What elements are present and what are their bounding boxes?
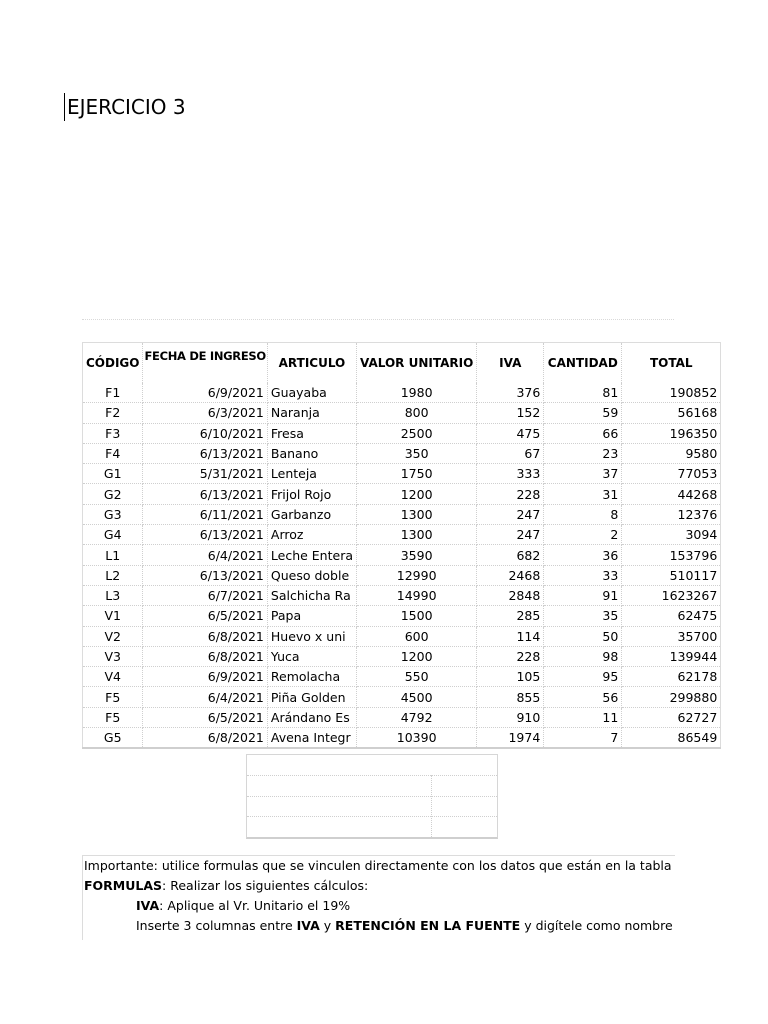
table-row [83,383,721,403]
cell-codigo[interactable]: G4 [83,525,143,545]
cell-articulo[interactable]: Piña Golden [267,687,356,707]
cell-valor-unitario[interactable]: 14990 [357,585,477,605]
cell-valor-unitario[interactable]: 3590 [357,545,477,565]
document-title: EJERCICIO 3 [64,93,186,121]
table-row [83,464,721,484]
cell-iva[interactable]: 2468 [477,565,544,585]
cell-valor-unitario[interactable]: 1200 [357,646,477,666]
cell-total[interactable]: 510117 [622,565,721,585]
table-row [83,667,721,687]
table-row [83,646,721,666]
cell-iva[interactable]: 114 [477,626,544,646]
cell-iva[interactable]: 152 [477,403,544,423]
cell-iva[interactable]: 247 [477,504,544,524]
note-formulas [83,876,675,896]
note-formulas-label: FORMULAS [84,878,163,893]
summary-column-line [431,775,432,837]
cell-fecha[interactable]: 6/8/2021 [143,646,267,666]
cell-cantidad[interactable]: 59 [544,403,622,423]
cell-total[interactable]: 86549 [622,728,721,749]
cell-fecha[interactable]: 6/13/2021 [143,565,267,585]
cell-articulo[interactable]: Huevo x uni [267,626,356,646]
cell-cantidad[interactable]: 31 [544,484,622,504]
cell-iva[interactable]: 285 [477,606,544,626]
products-table [82,342,721,749]
cell-codigo[interactable]: F2 [83,403,143,423]
cell-cantidad[interactable]: 7 [544,728,622,749]
cell-iva[interactable]: 910 [477,707,544,727]
cell-valor-unitario[interactable]: 600 [357,626,477,646]
cell-fecha[interactable]: 6/4/2021 [143,545,267,565]
note-formulas-text: : Realizar los siguientes cálculos: [162,878,369,893]
cell-articulo[interactable]: Arroz [267,525,356,545]
cell-fecha[interactable]: 6/11/2021 [143,504,267,524]
summary-row-line [247,796,497,797]
cell-cantidad[interactable]: 23 [544,443,622,463]
header-codigo[interactable]: CÓDIGO [83,343,143,384]
cell-total[interactable]: 62727 [622,707,721,727]
table-row [83,687,721,707]
cell-iva[interactable]: 1974 [477,728,544,749]
cell-codigo[interactable]: G1 [83,464,143,484]
cell-total[interactable]: 190852 [622,383,721,403]
cell-valor-unitario[interactable]: 10390 [357,728,477,749]
cell-articulo[interactable]: Salchicha Ra [267,585,356,605]
cell-fecha[interactable]: 6/9/2021 [143,383,267,403]
note-insert-text-a: Inserte 3 columnas entre [136,918,297,933]
cell-articulo[interactable]: Lenteja [267,464,356,484]
cell-articulo[interactable]: Yuca [267,646,356,666]
cell-iva[interactable]: 247 [477,525,544,545]
cell-valor-unitario[interactable]: 550 [357,667,477,687]
empty-summary-table [246,754,498,839]
cell-iva[interactable]: 2848 [477,585,544,605]
cell-valor-unitario[interactable]: 4500 [357,687,477,707]
cell-cantidad[interactable]: 56 [544,687,622,707]
cell-total[interactable]: 9580 [622,443,721,463]
cell-cantidad[interactable]: 66 [544,423,622,443]
cell-fecha[interactable]: 6/13/2021 [143,484,267,504]
cell-articulo[interactable]: Arándano Es [267,707,356,727]
cell-cantidad[interactable]: 91 [544,585,622,605]
note-iva [83,896,675,916]
cell-valor-unitario[interactable]: 1300 [357,504,477,524]
cell-articulo[interactable]: Remolacha [267,667,356,687]
cell-fecha[interactable]: 6/8/2021 [143,626,267,646]
table-row [83,484,721,504]
cell-cantidad[interactable]: 98 [544,646,622,666]
header-cantidad[interactable]: CANTIDAD [544,343,622,384]
cell-total[interactable]: 62178 [622,667,721,687]
cell-fecha[interactable]: 6/9/2021 [143,667,267,687]
cell-codigo[interactable]: L2 [83,565,143,585]
cell-valor-unitario[interactable]: 1300 [357,525,477,545]
note-insert-text-e: y digítele como nombre [520,918,673,933]
cell-total[interactable]: 299880 [622,687,721,707]
cell-valor-unitario[interactable]: 2500 [357,423,477,443]
cell-iva[interactable]: 228 [477,484,544,504]
cell-codigo[interactable]: F5 [83,687,143,707]
cell-valor-unitario[interactable]: 350 [357,443,477,463]
cell-cantidad[interactable]: 11 [544,707,622,727]
cell-total[interactable]: 1623267 [622,585,721,605]
cell-iva[interactable]: 682 [477,545,544,565]
table-row [83,504,721,524]
table-row [83,585,721,605]
cell-iva[interactable]: 105 [477,667,544,687]
note-insert-columns [83,916,675,936]
cell-cantidad[interactable]: 37 [544,464,622,484]
cell-codigo[interactable]: F4 [83,443,143,463]
cell-valor-unitario[interactable]: 1500 [357,606,477,626]
header-total[interactable]: TOTAL [622,343,721,384]
cell-fecha[interactable]: 6/7/2021 [143,585,267,605]
cell-iva[interactable]: 228 [477,646,544,666]
note-insert-retencion: RETENCIÓN EN LA FUENTE [335,918,521,933]
cell-valor-unitario[interactable]: 1750 [357,464,477,484]
cell-cantidad[interactable]: 2 [544,525,622,545]
cell-total[interactable]: 196350 [622,423,721,443]
cell-articulo[interactable]: Naranja [267,403,356,423]
cell-articulo[interactable]: Banano [267,443,356,463]
cell-total[interactable]: 12376 [622,504,721,524]
cell-iva[interactable]: 475 [477,423,544,443]
cell-fecha[interactable]: 6/5/2021 [143,707,267,727]
cell-fecha[interactable]: 6/10/2021 [143,423,267,443]
cell-articulo[interactable]: Leche Entera [267,545,356,565]
cell-total[interactable]: 44268 [622,484,721,504]
cell-total[interactable]: 62475 [622,606,721,626]
cell-codigo[interactable]: F5 [83,707,143,727]
table-row [83,525,721,545]
table-row [83,728,721,749]
cell-codigo[interactable]: F1 [83,383,143,403]
cell-cantidad[interactable]: 81 [544,383,622,403]
cell-total[interactable]: 3094 [622,525,721,545]
cell-valor-unitario[interactable]: 4792 [357,707,477,727]
cell-fecha[interactable]: 6/5/2021 [143,606,267,626]
cell-cantidad[interactable]: 36 [544,545,622,565]
gridline-divider [82,319,674,320]
header-iva[interactable]: IVA [477,343,544,384]
cell-articulo[interactable]: Queso doble [267,565,356,585]
cell-codigo[interactable]: G3 [83,504,143,524]
cell-cantidad[interactable]: 33 [544,565,622,585]
cell-codigo[interactable]: L1 [83,545,143,565]
cell-codigo[interactable]: G5 [83,728,143,749]
cell-articulo[interactable]: Papa [267,606,356,626]
cell-codigo[interactable]: L3 [83,585,143,605]
cell-cantidad[interactable]: 8 [544,504,622,524]
note-important: Importante: utilice formulas que se vinculen directamente con los datos que están en la tabla [84,858,672,873]
note-insert-iva: IVA [296,918,320,933]
cell-codigo[interactable]: F3 [83,423,143,443]
cell-cantidad[interactable]: 50 [544,626,622,646]
table-row [83,565,721,585]
header-valor-unitario[interactable]: VALOR UNITARIO [357,343,477,384]
cell-articulo[interactable]: Garbanzo [267,504,356,524]
table-row [83,707,721,727]
cell-codigo[interactable]: V4 [83,667,143,687]
cell-total[interactable]: 153796 [622,545,721,565]
table-row [83,403,721,423]
cell-fecha[interactable]: 6/3/2021 [143,403,267,423]
cell-fecha[interactable]: 6/13/2021 [143,525,267,545]
note-insert-text-c: y [319,918,336,933]
cell-valor-unitario[interactable]: 1200 [357,484,477,504]
cell-iva[interactable]: 376 [477,383,544,403]
cell-codigo[interactable]: V1 [83,606,143,626]
cell-total[interactable]: 77053 [622,464,721,484]
cell-valor-unitario[interactable]: 1980 [357,383,477,403]
cell-fecha[interactable]: 6/4/2021 [143,687,267,707]
cell-total[interactable]: 139944 [622,646,721,666]
table-row [83,626,721,646]
cell-codigo[interactable]: V2 [83,626,143,646]
cell-articulo[interactable]: Fresa [267,423,356,443]
note-iva-label: IVA [136,898,160,913]
header-fecha-ingreso[interactable]: FECHA DE INGRESO [143,343,267,384]
cell-iva[interactable]: 333 [477,464,544,484]
cell-cantidad[interactable]: 95 [544,667,622,687]
cell-total[interactable]: 35700 [622,626,721,646]
cell-articulo[interactable]: Avena Integr [267,728,356,749]
cell-fecha[interactable]: 6/13/2021 [143,443,267,463]
cell-fecha[interactable]: 5/31/2021 [143,464,267,484]
table-row [83,443,721,463]
header-articulo[interactable]: ARTICULO [267,343,356,384]
summary-row-line [247,816,497,817]
cell-articulo[interactable]: Frijol Rojo [267,484,356,504]
cell-cantidad[interactable]: 35 [544,606,622,626]
table-row [83,423,721,443]
note-iva-text: : Aplique al Vr. Unitario el 19% [159,898,351,913]
cell-valor-unitario[interactable]: 12990 [357,565,477,585]
cell-total[interactable]: 56168 [622,403,721,423]
table-row [83,606,721,626]
table-row [83,545,721,565]
instructions-block [82,855,675,940]
cell-fecha[interactable]: 6/8/2021 [143,728,267,749]
cell-valor-unitario[interactable]: 800 [357,403,477,423]
cell-codigo[interactable]: V3 [83,646,143,666]
table-header-row [83,343,721,384]
cell-iva[interactable]: 67 [477,443,544,463]
cell-codigo[interactable]: G2 [83,484,143,504]
summary-row-line [247,775,497,776]
cell-articulo[interactable]: Guayaba [267,383,356,403]
cell-iva[interactable]: 855 [477,687,544,707]
